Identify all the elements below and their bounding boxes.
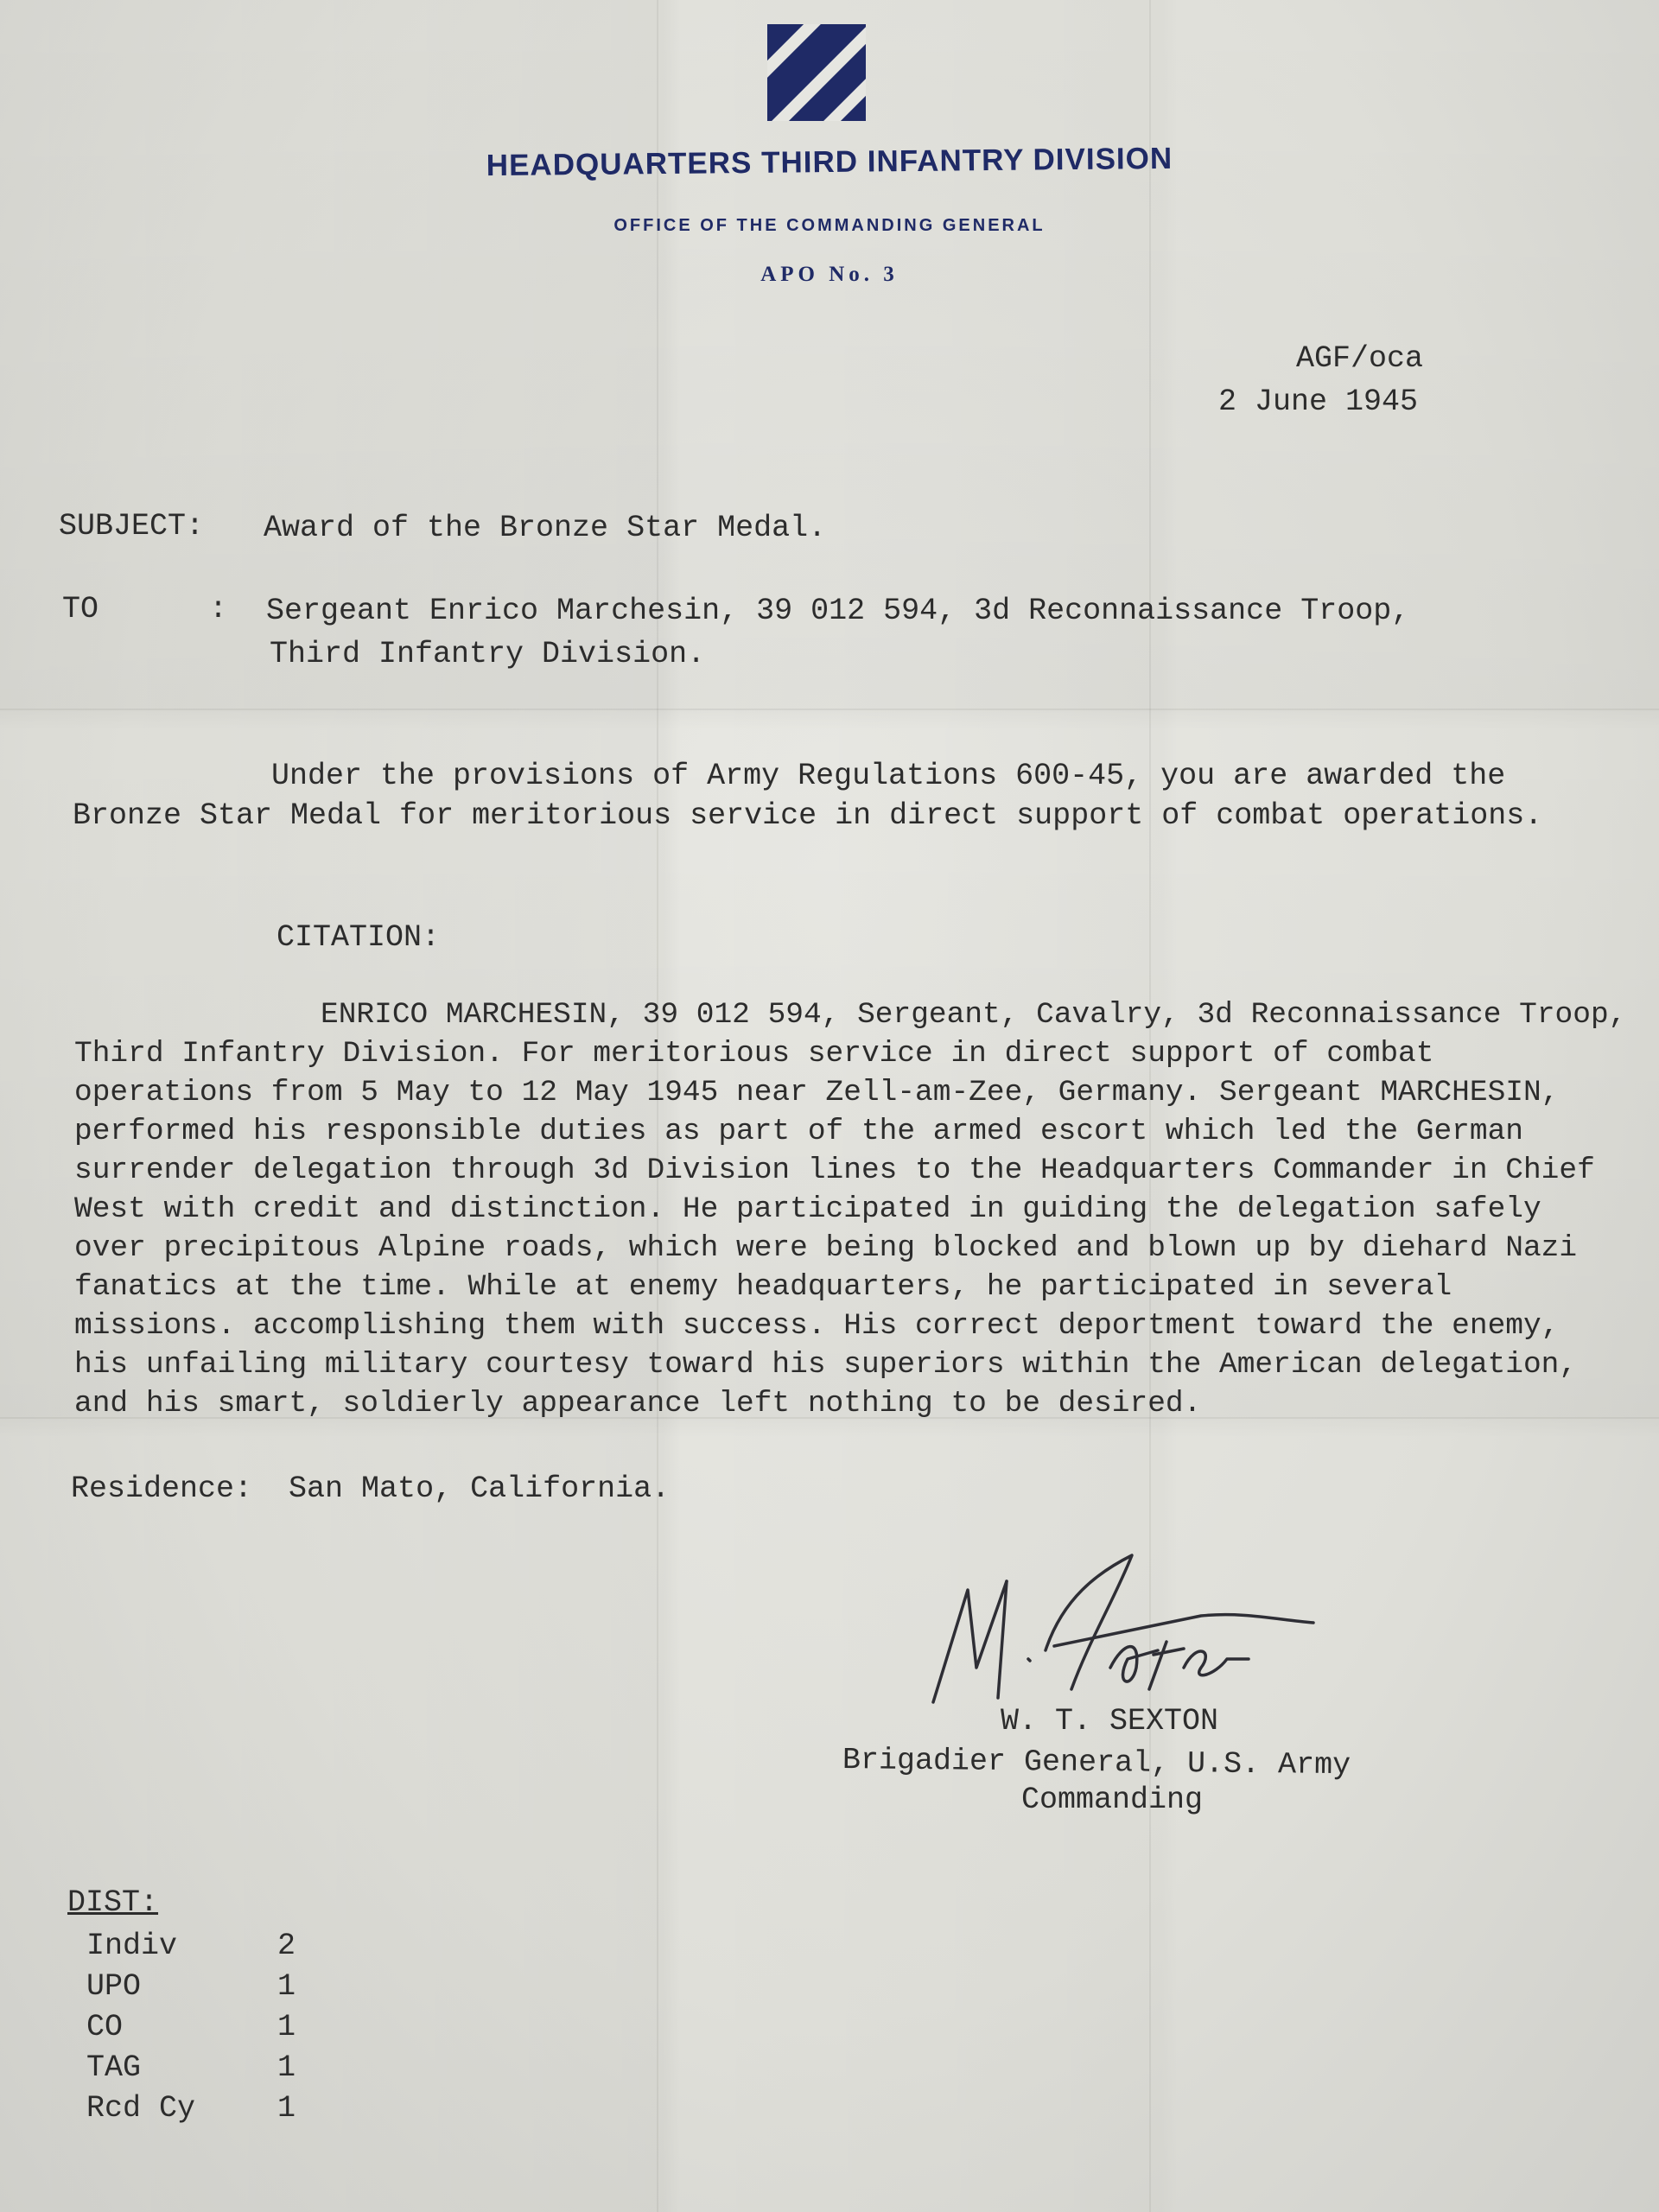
distribution-quantity: 1 bbox=[277, 2009, 296, 2044]
reference-code: AGF/oca bbox=[1296, 341, 1424, 376]
distribution-quantity: 1 bbox=[277, 2090, 296, 2126]
fold-crease bbox=[0, 709, 1659, 710]
division-emblem-icon bbox=[764, 21, 869, 124]
handwritten-signature bbox=[916, 1538, 1348, 1719]
citation-heading: CITATION: bbox=[276, 920, 441, 955]
distribution-recipient: Indiv bbox=[86, 1928, 178, 1963]
distribution-quantity: 2 bbox=[277, 1928, 296, 1963]
distribution-quantity: 1 bbox=[277, 1968, 296, 2004]
distribution-row bbox=[86, 2088, 296, 2128]
distribution-quantity: 1 bbox=[277, 2050, 296, 2085]
distribution-recipient: Rcd Cy bbox=[86, 2090, 196, 2126]
subject-label: SUBJECT: bbox=[59, 509, 205, 543]
letterhead-apo: APO No. 3 bbox=[760, 263, 899, 286]
distribution-label: DIST: bbox=[67, 1885, 159, 1920]
recipient-line-2: Third Infantry Division. bbox=[270, 637, 706, 671]
distribution-recipient: CO bbox=[86, 2009, 124, 2044]
recipient-line-1: Sergeant Enrico Marchesin, 39 012 594, 3d Reconnaissance Troop, bbox=[266, 594, 1410, 628]
signatory-rank: Brigadier General, U.S. Army bbox=[842, 1743, 1351, 1783]
letter-date: 2 June 1945 bbox=[1218, 385, 1419, 419]
citation-text: ENRICO MARCHESIN, 39 012 594, Sergeant, Cavalry, 3d Reconnaissance Troop, Third Infantry Division. For meritorious service in direct support of combat operations from 5 May to 12 May 1945 near Zell-am-Zee, Germany. Sergeant MARCHESIN, performed his responsible duties as part of the armed escort which led the German surrender delegation through 3d Division lines to the Headquarters Commander in Chief West with credit and distinction. He participated in guiding the delegation safely over precipitous Alpine roads, which were being blocked and blown up by diehard Nazi fanatics at the time. While at enemy headquarters, he participated in several missions. accomplishing them with success. His correct deportment toward the enemy, his unfailing military courtesy toward his superiors within the American delegation, and his smart, soldierly appearance left nothing to be desired. bbox=[74, 998, 1627, 1421]
distribution-row bbox=[86, 2047, 296, 2088]
distribution-recipient: UPO bbox=[86, 1968, 142, 2004]
distribution-row bbox=[86, 1966, 296, 2006]
letterhead-office: OFFICE OF THE COMMANDING GENERAL bbox=[613, 216, 1046, 235]
to-label: TO bbox=[62, 592, 99, 626]
distribution-recipient: TAG bbox=[86, 2050, 142, 2085]
letterhead-title: HEADQUARTERS THIRD INFANTRY DIVISION bbox=[486, 141, 1173, 183]
signatory-name: W. T. SEXTON bbox=[1001, 1704, 1219, 1738]
to-colon: : bbox=[209, 592, 228, 626]
award-paragraph: Under the provisions of Army Regulations 600-45, you are awarded the Bronze Star Medal for meritorious service in direct support of combat operations. bbox=[73, 759, 1543, 833]
residence-line: Residence: San Mato, California. bbox=[71, 1471, 671, 1506]
distribution-row bbox=[86, 2006, 296, 2047]
subject-value: Award of the Bronze Star Medal. bbox=[264, 511, 827, 545]
distribution-list bbox=[86, 1925, 296, 2128]
signatory-role: Commanding bbox=[1021, 1783, 1204, 1817]
distribution-row bbox=[86, 1925, 296, 1966]
